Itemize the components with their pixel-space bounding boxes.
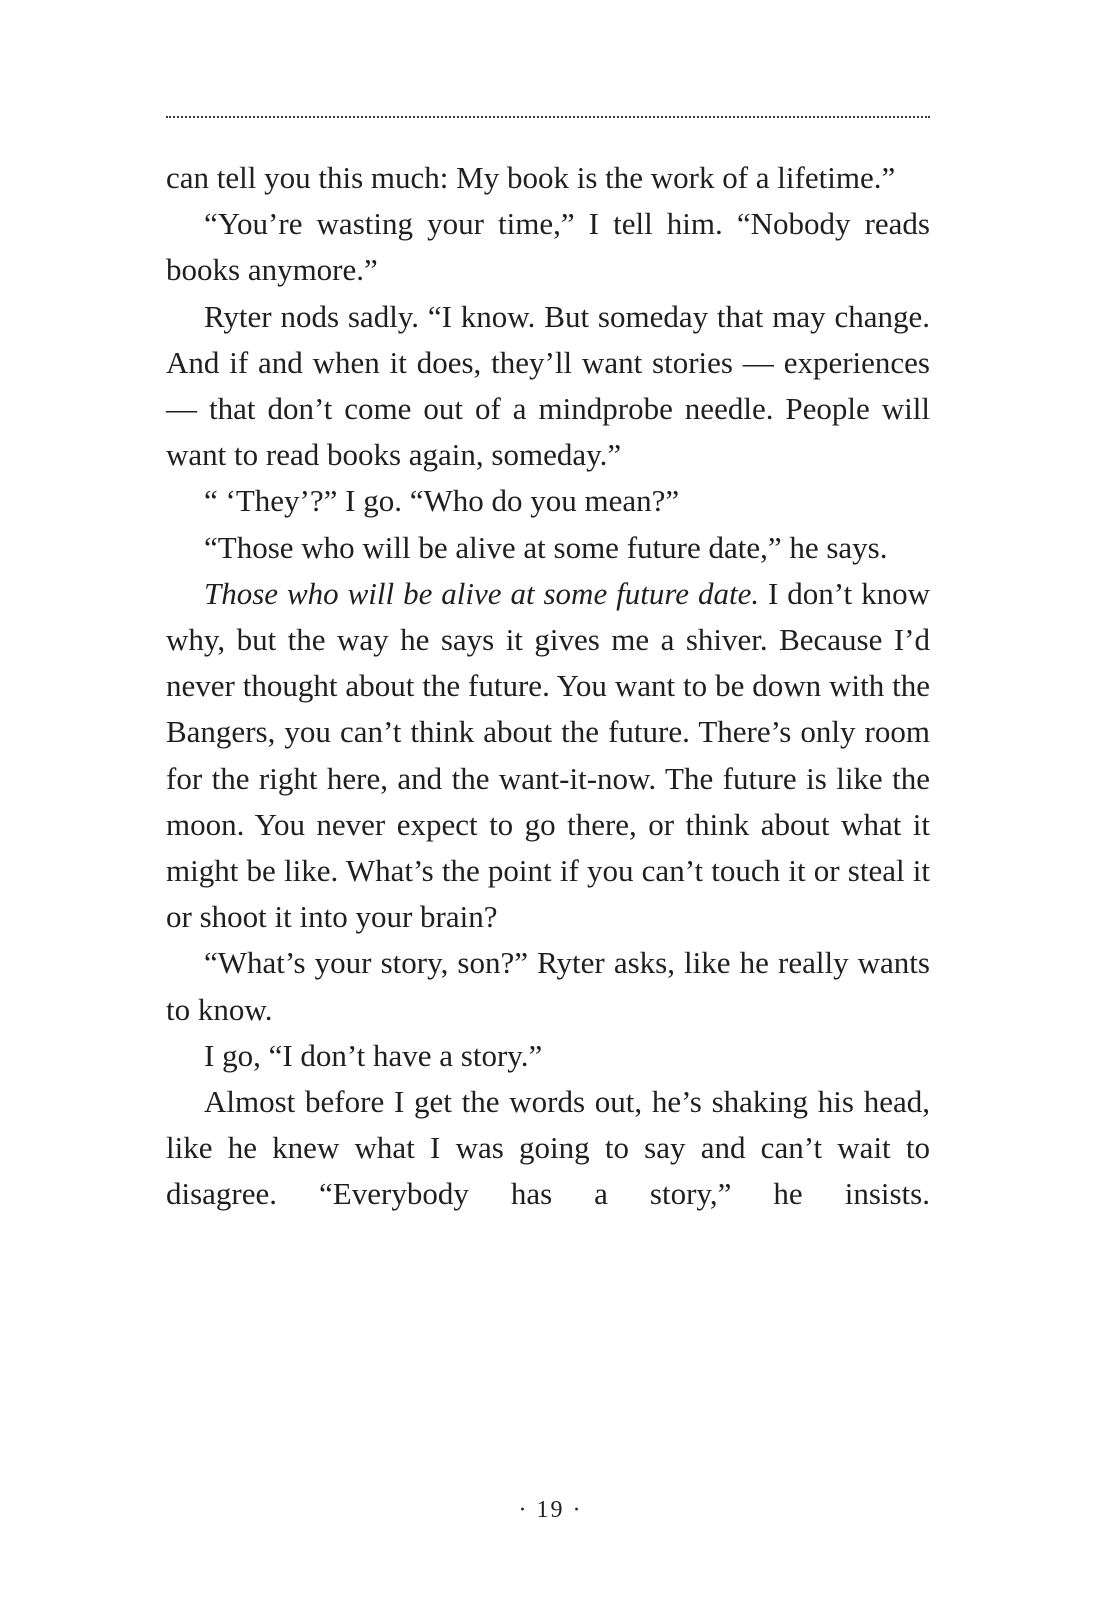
paragraph: “You’re wasting your time,” I tell him. “Nobody reads books anymore.” — [166, 206, 930, 288]
paragraph: I go, “I don’t have a story.” — [204, 1037, 543, 1073]
paragraph: “ ‘They’?” I go. “Who do you mean?” — [204, 483, 680, 519]
paragraph: “Those who will be alive at some future date,” he says. — [204, 529, 888, 565]
paragraph — [166, 571, 930, 941]
paragraph-text: I don’t know why, but the way he says it gives me a shiver. Because I’d never thought about the future. You want to be down with the Bangers, you can’t think about the future. There’s only room for the right here, and the want-it-now. The future is like the moon. You never expect to go there, or think about what it might be like. What’s the point if you can’t touch it or steal it or shoot it into your brain? — [166, 575, 930, 935]
body-text — [166, 155, 930, 1218]
italic-phrase: Those who will be alive at some future date. — [204, 575, 760, 611]
paragraph: Ryter nods sadly. “I know. But someday that may change. And if and when it does, they’ll want stories — experiences — that don’t come out of a mindprobe needle. People will want to read books again, someday.” — [166, 298, 930, 473]
page-number: · 19 · — [518, 1497, 583, 1523]
paragraph: Almost before I get the words out, he’s shaking his head, like he knew what I was going to say and can’t wait to disagree. “Everybody has a story,” he insists. — [166, 1084, 930, 1212]
dotted-header-rule — [166, 116, 930, 118]
paragraph: “What’s your story, son?” Ryter asks, like he really wants to know. — [166, 945, 930, 1027]
paragraph: can tell you this much: My book is the work of a lifetime.” — [166, 160, 896, 195]
